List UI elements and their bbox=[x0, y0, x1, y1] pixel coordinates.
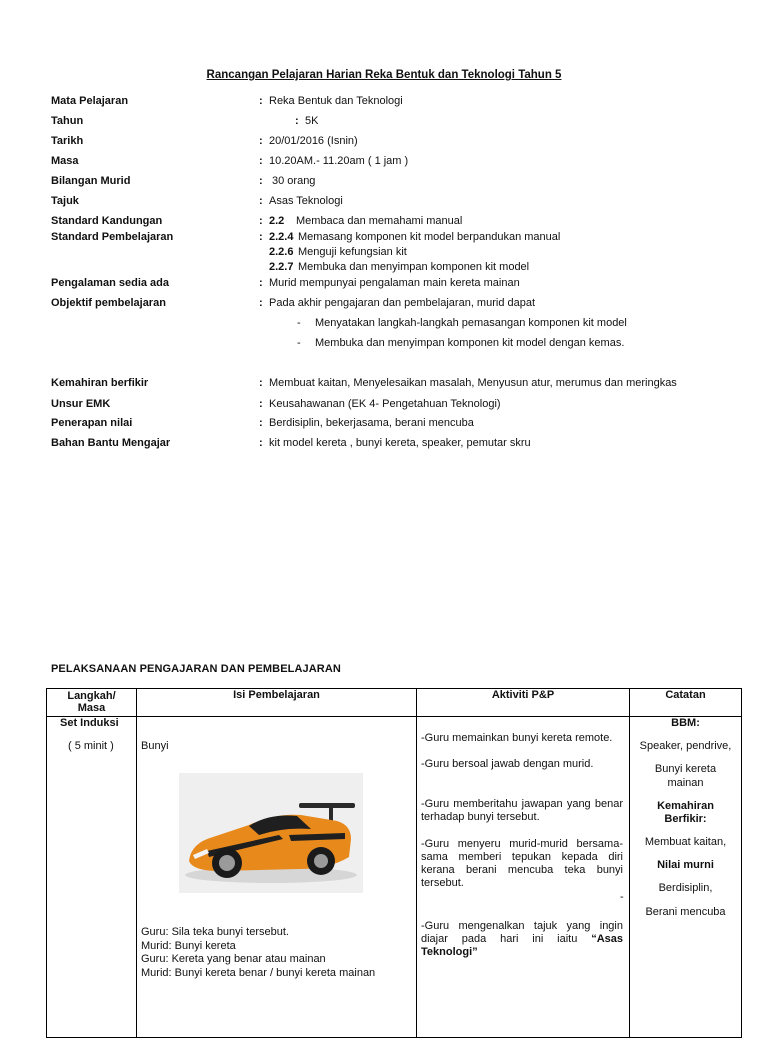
dialog-line: Guru: Sila teka bunyi tersebut. bbox=[141, 926, 289, 938]
info-colon: : bbox=[259, 398, 263, 410]
lesson-plan-table bbox=[46, 688, 742, 1038]
header-catatan: Catatan bbox=[630, 689, 742, 717]
info-value-mata-pelajaran: Reka Bentuk dan Teknologi bbox=[269, 95, 403, 107]
standard-code: 2.2.4 bbox=[269, 231, 294, 243]
objective-dash: - bbox=[297, 337, 301, 349]
step-name: Set Induksi bbox=[60, 717, 119, 729]
aktiviti-item bbox=[421, 920, 623, 959]
kb-value: Membuat kaitan, bbox=[644, 836, 727, 848]
info-label-standard-pembelajaran: Standard Pembelajaran bbox=[51, 231, 174, 243]
info-colon: : bbox=[259, 297, 263, 309]
info-value-standard-227: Membuka dan menyimpan komponen kit model bbox=[298, 261, 530, 273]
section-heading: PELAKSANAAN PENGAJARAN DAN PEMBELAJARAN bbox=[51, 663, 341, 675]
info-value-bilangan-murid: 30 orang bbox=[272, 175, 316, 187]
info-label-bbm: Bahan Bantu Mengajar bbox=[51, 437, 171, 449]
info-value-nilai: Berdisiplin, bekerjasama, berani mencuba bbox=[269, 417, 474, 429]
info-label-mata-pelajaran: Mata Pelajaran bbox=[51, 95, 129, 107]
info-value-emk: Keusahawanan (EK 4- Pengetahuan Teknologi) bbox=[269, 398, 501, 410]
cell-langkah bbox=[47, 717, 137, 1038]
header-langkah-masa bbox=[47, 689, 137, 717]
dialog-line: Murid: Bunyi kereta benar / bunyi kereta mainan bbox=[141, 966, 376, 979]
bbm-value: Bunyi kereta bbox=[654, 763, 717, 775]
nilai-value: Berdisiplin, bbox=[658, 882, 713, 894]
info-value-masa: 10.20AM.- 11.20am ( 1 jam ) bbox=[269, 155, 409, 167]
info-colon: : bbox=[295, 115, 299, 127]
aktiviti-item: -Guru bersoal jawab dengan murid. bbox=[421, 758, 594, 770]
info-value-tahun: 5K bbox=[305, 115, 319, 127]
table-header-row bbox=[47, 689, 742, 717]
standard-code: 2.2.6 bbox=[269, 246, 294, 258]
dialog-line: Murid: Bunyi kereta bbox=[141, 939, 236, 952]
info-value-bbm: kit model kereta , bunyi kereta, speaker, pemutar skru bbox=[269, 437, 531, 449]
info-label-objektif: Objektif pembelajaran bbox=[51, 297, 166, 309]
info-label-kemahiran: Kemahiran berfikir bbox=[51, 377, 149, 389]
info-label-masa: Masa bbox=[51, 155, 79, 167]
kb-label: Kemahiran bbox=[657, 800, 714, 812]
nilai-value: Berani mencuba bbox=[645, 906, 726, 918]
info-colon: : bbox=[259, 417, 263, 429]
info-label-tajuk: Tajuk bbox=[51, 195, 79, 207]
info-label-bilangan-murid: Bilangan Murid bbox=[51, 175, 131, 187]
standard-code: 2.2 bbox=[269, 215, 285, 227]
info-colon: : bbox=[259, 277, 263, 289]
kb-label: Berfikir: bbox=[664, 813, 707, 825]
info-label-nilai: Penerapan nilai bbox=[51, 417, 133, 429]
info-label-tarikh: Tarikh bbox=[51, 135, 84, 147]
objective-dash: - bbox=[297, 317, 301, 329]
info-colon: : bbox=[259, 95, 263, 107]
aktiviti-intro-text: -Guru mengenalkan tajuk yang ingin diajar pada hari ini iaitu bbox=[421, 920, 623, 945]
objective-item: Membuka dan menyimpan komponen kit model dengan kemas. bbox=[315, 337, 625, 349]
cell-catatan bbox=[630, 717, 742, 1038]
info-label-tahun: Tahun bbox=[51, 115, 84, 127]
orange-race-car-image bbox=[179, 773, 363, 893]
info-value-objektif: Pada akhir pengajaran dan pembelajaran, murid dapat bbox=[269, 297, 536, 309]
info-label-standard-kandungan: Standard Kandungan bbox=[51, 215, 163, 227]
info-colon: : bbox=[259, 155, 263, 167]
aktiviti-item: -Guru menyeru murid-murid bersama-sama memberi tepukan kepada diri kerana berani mencuba teka bunyi tersebut. bbox=[421, 838, 623, 889]
info-colon: : bbox=[259, 437, 263, 449]
step-time: ( 5 minit ) bbox=[68, 740, 114, 752]
info-value-standard-pembelajaran: Memasang komponen kit model berpandukan manual bbox=[298, 231, 561, 243]
nilai-label: Nilai murni bbox=[657, 859, 714, 871]
aktiviti-topic: “Asas Teknologi” bbox=[421, 933, 623, 958]
info-label-pengalaman: Pengalaman sedia ada bbox=[51, 277, 169, 289]
info-value-standard-226: Menguji kefungsian kit bbox=[298, 246, 407, 258]
info-value-pengalaman: Murid mempunyai pengalaman main kereta mainan bbox=[269, 277, 520, 289]
info-value-tarikh: 20/01/2016 (Isnin) bbox=[269, 135, 358, 147]
info-colon: : bbox=[259, 377, 263, 389]
isi-dialog bbox=[141, 926, 375, 980]
info-label-emk: Unsur EMK bbox=[51, 398, 111, 410]
objective-item: Menyatakan langkah-langkah pemasangan komponen kit model bbox=[315, 317, 627, 329]
cell-isi bbox=[137, 717, 417, 1038]
info-colon: : bbox=[259, 231, 263, 243]
header-isi: Isi Pembelajaran bbox=[137, 689, 417, 717]
car-photo bbox=[179, 773, 363, 893]
table-row bbox=[47, 717, 742, 1038]
cell-aktiviti bbox=[417, 717, 630, 1038]
info-colon: : bbox=[259, 195, 263, 207]
document-title: Rancangan Pelajaran Harian Reka Bentuk dan Teknologi Tahun 5 bbox=[206, 69, 562, 81]
aktiviti-item: -Guru memberitahu jawapan yang benar terhadap bunyi tersebut. bbox=[421, 798, 623, 823]
info-colon: : bbox=[259, 215, 263, 227]
header-aktiviti: Aktiviti P&P bbox=[417, 689, 630, 717]
header-masa: Masa bbox=[77, 702, 106, 714]
info-colon: : bbox=[259, 175, 263, 187]
header-langkah: Langkah/ bbox=[67, 690, 116, 702]
bbm-value: mainan bbox=[667, 777, 704, 789]
info-colon: : bbox=[259, 135, 263, 147]
info-value-kemahiran: Membuat kaitan, Menyelesaikan masalah, Menyusun atur, merumus dan meringkas bbox=[269, 377, 677, 389]
dialog-line: Guru: Kereta yang benar atau mainan bbox=[141, 953, 326, 965]
aktiviti-item: -Guru memainkan bunyi kereta remote. bbox=[421, 732, 613, 744]
info-value-standard-kandungan: Membaca dan memahami manual bbox=[296, 215, 463, 227]
aktiviti-dash: - bbox=[620, 891, 624, 903]
standard-code: 2.2.7 bbox=[269, 261, 294, 273]
isi-title: Bunyi bbox=[141, 740, 169, 752]
info-value-tajuk: Asas Teknologi bbox=[269, 195, 343, 207]
bbm-value: Speaker, pendrive, bbox=[639, 740, 732, 752]
bbm-label: BBM: bbox=[671, 717, 700, 729]
